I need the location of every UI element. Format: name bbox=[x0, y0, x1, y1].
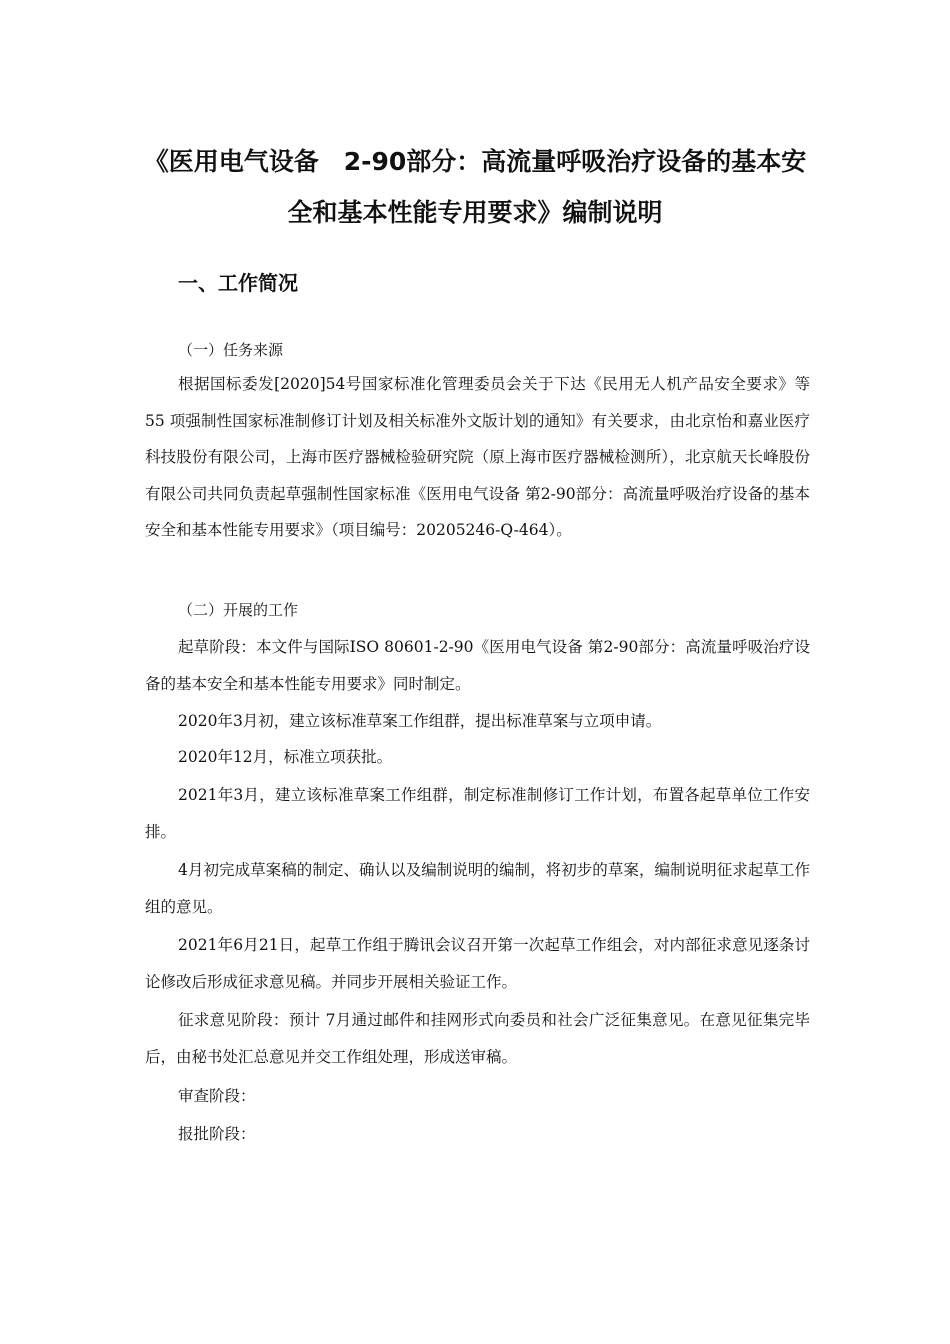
paragraph-approval-stage: 报批阶段： bbox=[178, 1125, 256, 1143]
subsection-heading-task-source: （一）任务来源 bbox=[178, 341, 284, 359]
document-title-line-1: 《医用电气设备 2-90部分：高流量呼吸治疗设备的基本安 bbox=[143, 147, 807, 176]
section-heading-work-overview: 一、工作简况 bbox=[178, 271, 298, 295]
document-title-line-2: 全和基本性能专用要求》编制说明 bbox=[287, 198, 663, 227]
subsection-heading-work-carried-out: （二）开展的工作 bbox=[178, 601, 299, 619]
paragraph-april: 4月初完成草案稿的制定、确认以及编制说明的编制，将初步的草案，编制说明征求起草工作组的意见。 bbox=[145, 861, 810, 916]
paragraph-2021-june: 2021年6月21日，起草工作组于腾讯会议召开第一次起草工作组会，对内部征求意见逐条讨论修改后形成征求意见稿。并同步开展相关验证工作。 bbox=[145, 936, 810, 991]
paragraph-2021-march: 2021年3月，建立该标准草案工作组群，制定标准制修订工作计划，布置各起草单位工作安排。 bbox=[145, 786, 810, 841]
paragraph-2020-march: 2020年3月初，建立该标准草案工作组群，提出标准草案与立项申请。 bbox=[178, 712, 662, 730]
paragraph-review-stage: 审查阶段： bbox=[178, 1087, 256, 1105]
paragraph-drafting-stage: 起草阶段：本文件与国际ISO 80601-2-90《医用电气设备 第2-90部分：高流量呼吸治疗设备的基本安全和基本性能专用要求》同时制定。 bbox=[145, 638, 810, 693]
paragraph-2020-december: 2020年12月，标准立项获批。 bbox=[178, 748, 393, 766]
paragraph-task-source: 根据国标委发[2020]54号国家标准化管理委员会关于下达《民用无人机产品安全要求》等 55 项强制性国家标准制修订计划及相关标准外文版计划的通知》有关要求，由北京怡和嘉业医疗科技股份有限公司，上海市医疗器械检验研究院（原上海市医疗器械检测所），北京航天长峰股份有限公司共同负责起草强制性国家标准《医用电气设备 第2-90部分：高流量呼吸治疗设备的基本安全和基本性能专用要求》（项目编号：20205246-Q-464）。 bbox=[145, 375, 810, 539]
paragraph-comment-stage: 征求意见阶段：预计 7月通过邮件和挂网形式向委员和社会广泛征集意见。在意见征集完毕后，由秘书处汇总意见并交工作组处理，形成送审稿。 bbox=[145, 1011, 810, 1066]
